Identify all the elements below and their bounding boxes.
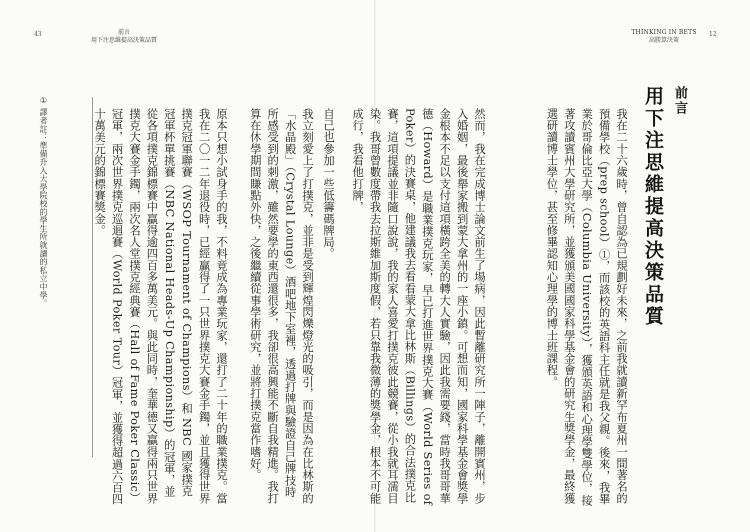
body-paragraph-1: 我在二十六歲時，曾自認為已規劃好未來，之前我就讀新罕布夏州一間著名的預備學校（prep school）①，而該校的英語科主任就是我父親。後來，我畢業於哥倫比亞大學（Columbia University），獲頒英語和心理學雙學位，接著攻讀賓州大學研究所，並獲頒美國國家科學基金會的研究生獎學金，最終獲選研讀博士學位，甚至修畢認知心理學的博士班課程。 (545, 108, 628, 507)
footnote-divider (92, 97, 93, 457)
body-paragraph-5: 原本只想小試身手的我，不料竟成為專業玩家，還打了二十年的職業撲克。當我在二〇一二年退役時，已經贏得了一只世界撲克大賽金手鐲，並且獲得世界撲克冠軍聯賽（WSOP Tournament of Champions）和 NBC 國家撲克冠軍杯單挑賽（NBC National Heads-Up Championship）的冠軍，並從各項撲克錦標賽中贏得逾四百多萬美元。與此同時，奎華德又贏得兩只世界撲克大賽金手鐲，兩次名人堂撲克經典賽（Hall of Fame Poker Classic）冠軍，兩次世界撲克巡迴賽（World Poker Tour）冠軍，並獲得超過六百四十萬美元的錦標賽獎金。 (93, 108, 228, 505)
left-page-number: 43 (34, 31, 42, 38)
footnote (38, 96, 49, 476)
right-page-number: 12 (709, 31, 717, 38)
body-paragraph-3: 自己也參加一些低籌碼牌局。 (322, 108, 335, 260)
right-running-header (612, 29, 716, 45)
footnote-marker: ① (39, 96, 48, 106)
body-paragraph-2 (351, 108, 488, 508)
body-paragraph-2-text: 然而，我在完成博士論文前生了場病，因此暫離研究所一陣子，離開賓州，步入婚姻，最後舉家搬到蒙大拿州的一座小鎮。可想而知，國家科學基金會獎學金根本不足以支付這項橫跨全美的轉大人實驗，因此我需要錢，當時我哥哥華德（Howard）是職業撲克玩家，早已打進世界撲克大賽（World Series of Poker）的決賽桌，他建議我去看看蒙大拿比林斯（Billings）的合法撲克比賽，這項提議並非隨口說說，我的家人喜愛打撲克彼此競賽，從小我就耳濡目染。我哥曾數度帶我去拉斯維加斯度假，若只靠我微薄的獎學金，根本不可能成行，我看他打牌， (351, 108, 486, 506)
chapter-label: 前言 (672, 86, 687, 116)
chapter-title: 用下注思維提高決策品質 (642, 86, 664, 328)
right-running-title-en: THINKING IN BETS (631, 29, 697, 36)
body-paragraph-4: 我立刻愛上了打撲克，並非是受到輝煌閃爍燈光的吸引，而是因為在比林斯的「水晶殿」（Crystal Lounge）酒吧地下室裡，透過打牌與驗證自己牌技時所感受到的刺激，雖然要學的東西還很多，我卻很高興能不斷自我精進。我打算在休學期間賺點外快，之後繼續從事學術研究，並將打撲克當作嗜好。 (248, 108, 314, 505)
right-running-title-zh: 高勝算決策 (648, 37, 679, 44)
left-running-title-line1: 前言 (117, 29, 130, 36)
footnote-text: 譯者註：準備升入大學院校的學生所就讀的私立中學。 (39, 108, 48, 308)
left-running-title-line2: 用下注思維提高決策品質 (90, 37, 157, 44)
left-running-header (72, 29, 176, 45)
